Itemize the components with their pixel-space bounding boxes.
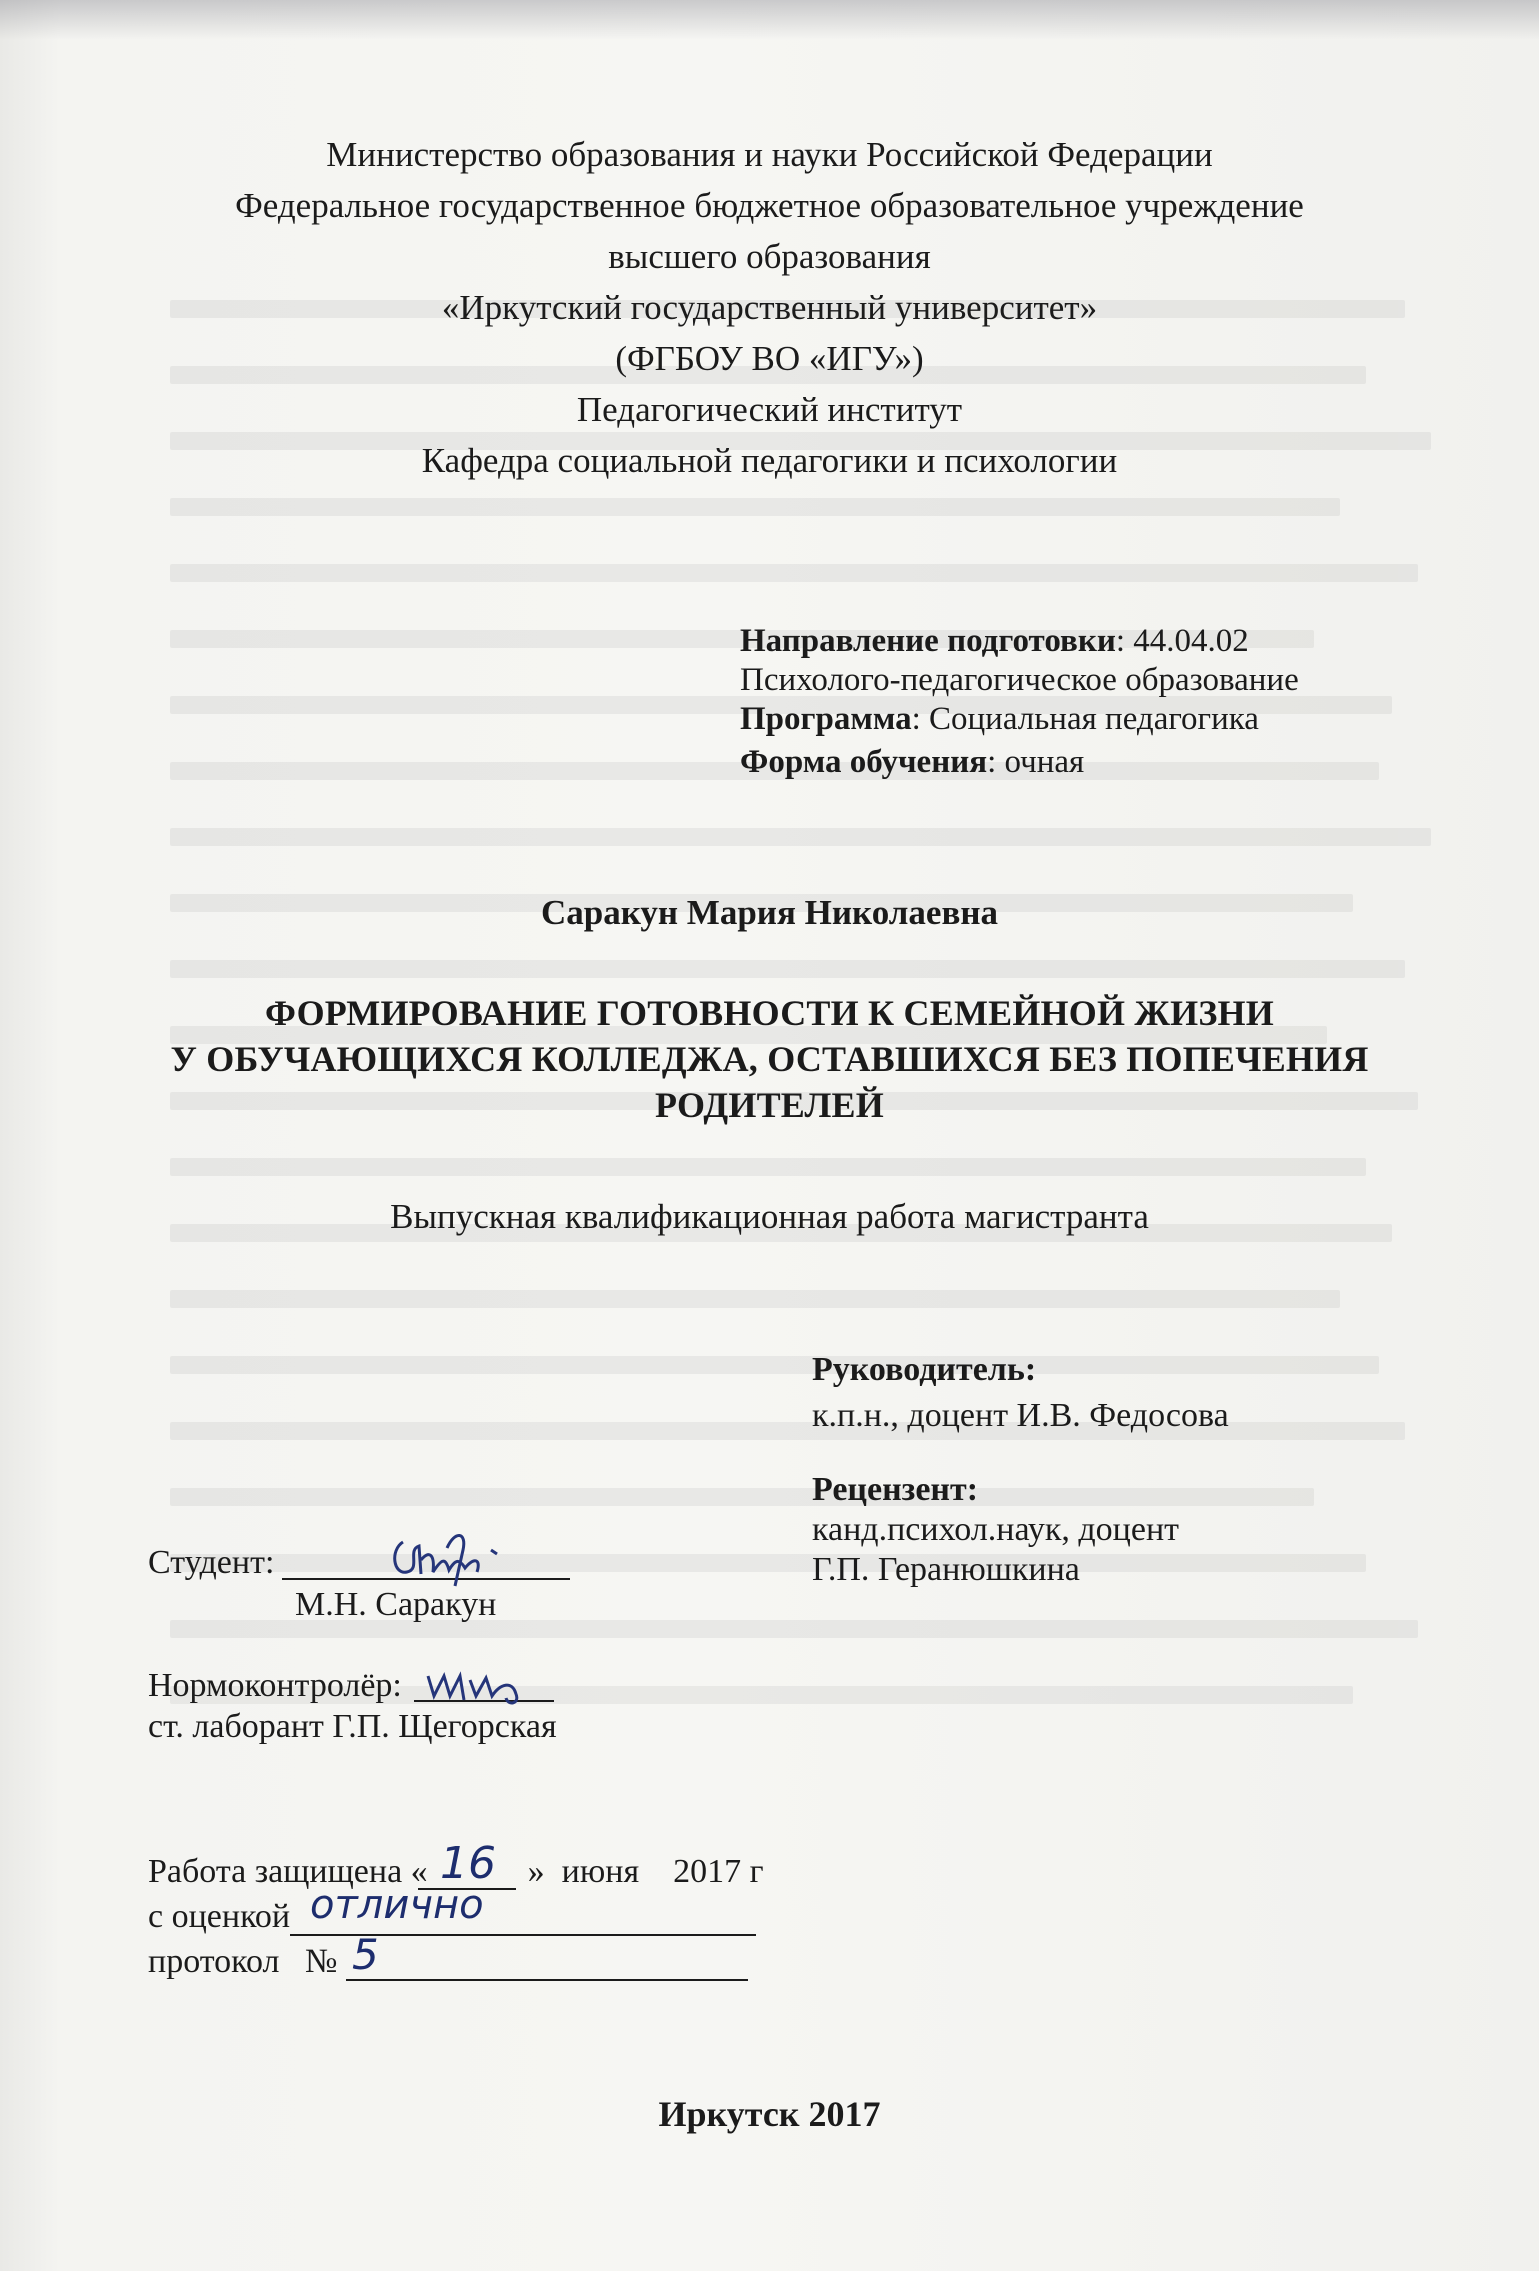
header-institution-type: Федеральное государственное бюджетное образовательное учреждение	[235, 186, 1304, 225]
form-line	[740, 743, 1299, 782]
protocol-line	[346, 1979, 748, 1981]
author-name: Саракун Мария Николаевна	[540, 893, 999, 932]
supervisor-label: Руководитель:	[812, 1351, 1037, 1388]
supervisor-block	[812, 1350, 1229, 1436]
defense-prefix: Работа защищена «	[148, 1853, 428, 1890]
header-ministry: Министерство образования и науки Российской Федерации	[326, 135, 1213, 174]
defense-suffix: » июня 2017 г	[527, 1853, 764, 1890]
header-institute: Педагогический институт	[576, 390, 963, 429]
student-signature	[385, 1520, 535, 1590]
protocol-label: протокол №	[148, 1943, 338, 1980]
form-value: : очная	[987, 744, 1085, 780]
student-name: М.Н. Саракун	[295, 1586, 497, 1623]
scan-edge-shadow	[0, 0, 1539, 40]
reviewer-value-2: Г.П. Геранюшкина	[812, 1551, 1080, 1588]
institution-header	[0, 133, 1539, 483]
student-label: Студент:	[148, 1544, 275, 1581]
reviewer-value-1: канд.психол.наук, доцент	[812, 1511, 1180, 1548]
defense-day: 16	[440, 1838, 496, 1889]
reviewer-block	[812, 1470, 1179, 1590]
grade-label: с оценкой	[148, 1898, 291, 1935]
reviewer-label: Рецензент:	[812, 1471, 979, 1508]
protocol-number: 5	[352, 1930, 379, 1979]
grade-value: отлично	[310, 1882, 484, 1928]
direction-line	[740, 622, 1299, 661]
form-label: Форма обучения	[740, 744, 988, 780]
supervisor-value: к.п.н., доцент И.В. Федосова	[812, 1397, 1229, 1434]
title-line-1: ФОРМИРОВАНИЕ ГОТОВНОСТИ К СЕМЕЙНОЙ ЖИЗНИ	[265, 993, 1274, 1033]
normcontrol-signature	[420, 1660, 550, 1710]
title-line-2: У ОБУЧАЮЩИХСЯ КОЛЛЕДЖА, ОСТАВШИХСЯ БЕЗ ПОПЕЧЕНИЯ	[170, 1039, 1369, 1079]
program-line	[740, 700, 1299, 739]
title-line-3: РОДИТЕЛЕЙ	[655, 1085, 884, 1125]
program-label: Программа	[740, 701, 912, 737]
header-university: «Иркутский государственный университет»	[441, 288, 1098, 327]
work-type: Выпускная квалификационная работа магистранта	[390, 1197, 1149, 1236]
normcontrol-label: Нормоконтролёр:	[148, 1667, 402, 1704]
program-value: : Социальная педагогика	[911, 701, 1259, 737]
program-block	[740, 622, 1299, 782]
footer-city-year: Иркутск 2017	[658, 2094, 881, 2134]
thesis-title	[0, 990, 1539, 1128]
header-abbrev: (ФГБОУ ВО «ИГУ»)	[615, 339, 924, 378]
direction-name: Психолого-педагогическое образование	[740, 662, 1299, 698]
header-department: Кафедра социальной педагогики и психологии	[421, 441, 1118, 480]
direction-code: : 44.04.02	[1115, 623, 1249, 659]
direction-label: Направление подготовки	[740, 623, 1116, 659]
header-education-level: высшего образования	[608, 237, 931, 276]
normcontrol-name: ст. лаборант Г.П. Щегорская	[148, 1708, 557, 1745]
